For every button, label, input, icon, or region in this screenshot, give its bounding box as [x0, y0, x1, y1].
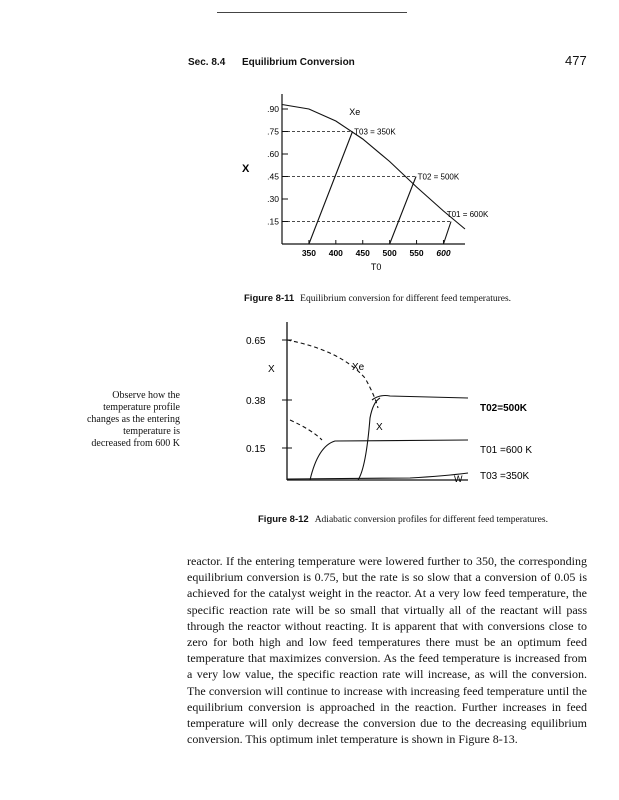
fig2-t01-label: T01 =600 K — [480, 445, 532, 456]
fig1-t02-label: T02 = 500K — [417, 172, 460, 182]
fig1-xtick-label: 400 — [328, 248, 343, 258]
fig1-series-line — [390, 177, 416, 245]
fig2-y-label: X — [268, 364, 275, 375]
fig1-series-line — [309, 132, 353, 245]
fig1-series-line — [282, 105, 465, 230]
fig2-t02-profile — [372, 396, 468, 401]
fig1-xtick-label: 550 — [409, 248, 424, 258]
fig2-t01-profile — [310, 440, 468, 480]
fig1-annotations — [349, 107, 489, 219]
fig1-y-ticks — [267, 104, 288, 227]
figure-8-11-chart — [230, 88, 489, 288]
fig1-x-label: T0 — [370, 262, 382, 272]
fig1-xtick-label: 500 — [382, 248, 397, 258]
page-number: 477 — [565, 53, 587, 68]
figure-8-11-caption — [244, 293, 511, 304]
fig2-t03-label: T03 =350K — [480, 471, 530, 482]
figure-8-12-caption — [258, 514, 548, 525]
fig1-xe-label: Xe — [349, 107, 361, 117]
fig2-t02-label: T02=500K — [480, 403, 527, 414]
fig1-ytick-label: .75 — [267, 126, 279, 137]
fig1-ytick-label: .60 — [267, 149, 279, 159]
figure-8-11-number: Figure 8-11 — [244, 293, 295, 304]
top-rule — [217, 12, 407, 13]
fig2-t03-profile — [287, 473, 468, 479]
fig1-xtick-label: 600 — [436, 248, 451, 258]
fig2-lower-dashed — [290, 420, 322, 440]
margin-note: Observe how the temperature profile changes as the entering temperature is decreased from 600 K — [86, 390, 180, 449]
figure-8-11-caption-text: Equilibrium conversion for different feed temperatures. — [300, 294, 512, 304]
fig1-ytick-label: .90 — [267, 104, 279, 114]
fig1-xtick-label: 350 — [301, 248, 317, 258]
running-title: Equilibrium Conversion — [242, 57, 355, 68]
section-label: Sec. 8.4 — [188, 57, 226, 68]
fig1-ytick-label: .15 — [267, 216, 279, 227]
fig1-ytick-label: .30 — [267, 194, 279, 204]
figure-8-12-chart — [240, 318, 570, 493]
fig1-xtick-label: 450 — [355, 248, 370, 258]
fig1-series-line — [443, 222, 451, 245]
body-paragraph: reactor. If the entering temperature were lowered further to 350, the corresponding equilibrium conversion is 0.75, but the rate is so slow that a conversion of 0.05 is achieved for the catalyst weight in the reactor. At a very low feed temperature, the specific reaction rate will be so small that virtually all of the reactant will pass through the reactor without reacting. It is apparent that with conversions close to zero for both high and low feed temperatures there must be an optimum feed temperature that maximizes conversion. As the feed temperature is increased from a very low value, the specific reaction rate will increase, as will the conversion. The conversion will continue to increase with increasing feed temperature until the equilibrium conversion is approached in the reaction. Further increases in feed temperature will only decrease the conversion due to the decreasing equilibrium conversion. This optimum inlet temperature is shown in Figure 8-13. — [187, 554, 587, 747]
fig2-x-label: X — [376, 422, 383, 433]
figure-8-12-caption-text: Adiabatic conversion profiles for different feed temperatures. — [314, 515, 548, 525]
fig1-y-label: X — [242, 163, 250, 175]
fig2-xe-curve — [287, 340, 378, 408]
figure-8-12-number: Figure 8-12 — [258, 514, 309, 525]
fig1-t03-label: T03 = 350K — [354, 127, 396, 137]
fig1-x-ticks — [302, 240, 451, 272]
fig2-ytick-038: 0.38 — [246, 396, 266, 407]
fig2-w-label: W — [454, 474, 463, 484]
fig1-t01-label: T01 = 600K — [446, 210, 489, 219]
fig2-xe-label: Xe — [352, 362, 365, 373]
fig2-x-curve-500 — [358, 398, 380, 480]
fig2-ytick-065: 0.65 — [246, 336, 266, 347]
fig1-ytick-label: .45 — [267, 171, 279, 182]
fig2-ytick-015: 0.15 — [246, 444, 266, 455]
